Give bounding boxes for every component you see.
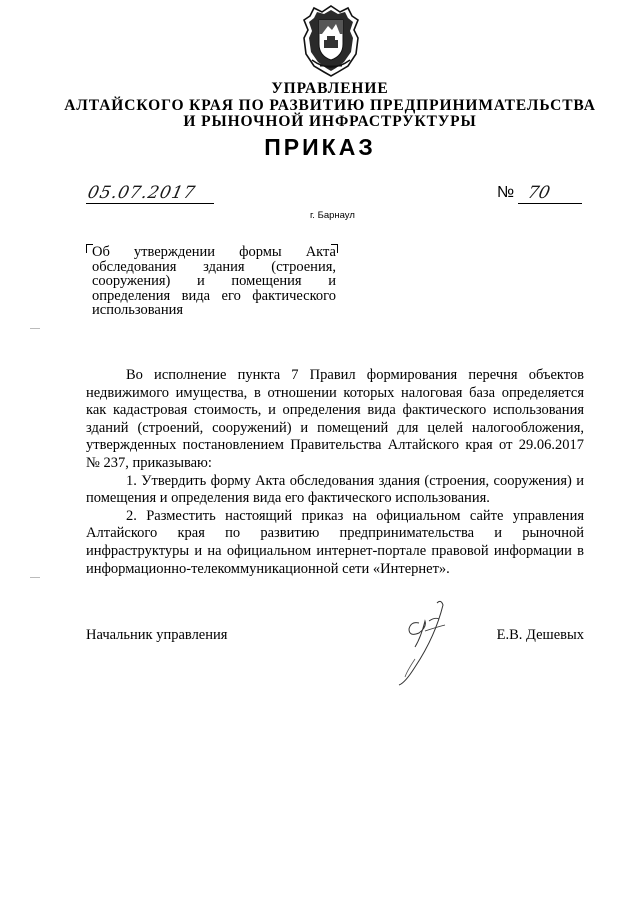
org-line-1: УПРАВЛЕНИЕ	[271, 80, 389, 97]
document-body	[86, 367, 584, 578]
org-line-2: АЛТАЙСКОГО КРАЯ ПО РАЗВИТИЮ ПРЕДПРИНИМАТЕЛЬСТВА	[64, 96, 596, 114]
number-sign: №	[497, 184, 515, 201]
coat-of-arms-icon	[300, 4, 362, 78]
document-subject	[92, 245, 336, 318]
document-number: 70	[525, 183, 552, 203]
signer-name: Е.В. Дешевых	[496, 627, 584, 643]
subject-line: Об утверждении формы Акта	[92, 244, 336, 260]
handwritten-signature-icon	[385, 597, 465, 692]
subject-line: определения вида его фактического	[92, 287, 336, 304]
margin-mark	[30, 328, 40, 329]
signature-block	[86, 627, 584, 647]
signer-position: Начальник управления	[86, 627, 228, 643]
city-label: г. Барнаул	[310, 210, 355, 221]
subject-line: сооружения) и помещения и	[92, 273, 336, 290]
margin-mark	[30, 577, 40, 578]
number-field	[518, 184, 582, 204]
document-date: 05.07.2017	[85, 183, 198, 203]
document-type: ПРИКАЗ	[264, 134, 376, 160]
subject-line: обследования здания (строения,	[92, 258, 336, 275]
date-field	[86, 184, 214, 204]
org-line-3: И РЫНОЧНОЙ ИНФРАСТРУКТУРЫ	[183, 113, 477, 130]
body-paragraph: Во исполнение пункта 7 Правил формирования перечня объектов недвижимого имущества, в отношении которых налоговая база определяется как кадастровая стоимость, и определения вида фактического использования зданий (строений, сооружений) и помещений для целей налогообложения, утвержденных постановлением Правительства Алтайского края от 29.06.2017 № 237, приказываю:	[86, 367, 584, 471]
subject-line: использования	[92, 302, 184, 319]
organization-name	[60, 81, 600, 131]
body-paragraph: 2. Разместить настоящий приказ на официальном сайте управления Алтайского края по развитию предпринимательства и рыночной инфраструктуры и на официальном интернет-портале правовой информации в информационно-телекоммуникационной сети «Интернет».	[86, 507, 584, 577]
body-paragraph: 1. Утвердить форму Акта обследования здания (строения, сооружения) и помещения и определения вида его фактического использования.	[86, 472, 584, 507]
